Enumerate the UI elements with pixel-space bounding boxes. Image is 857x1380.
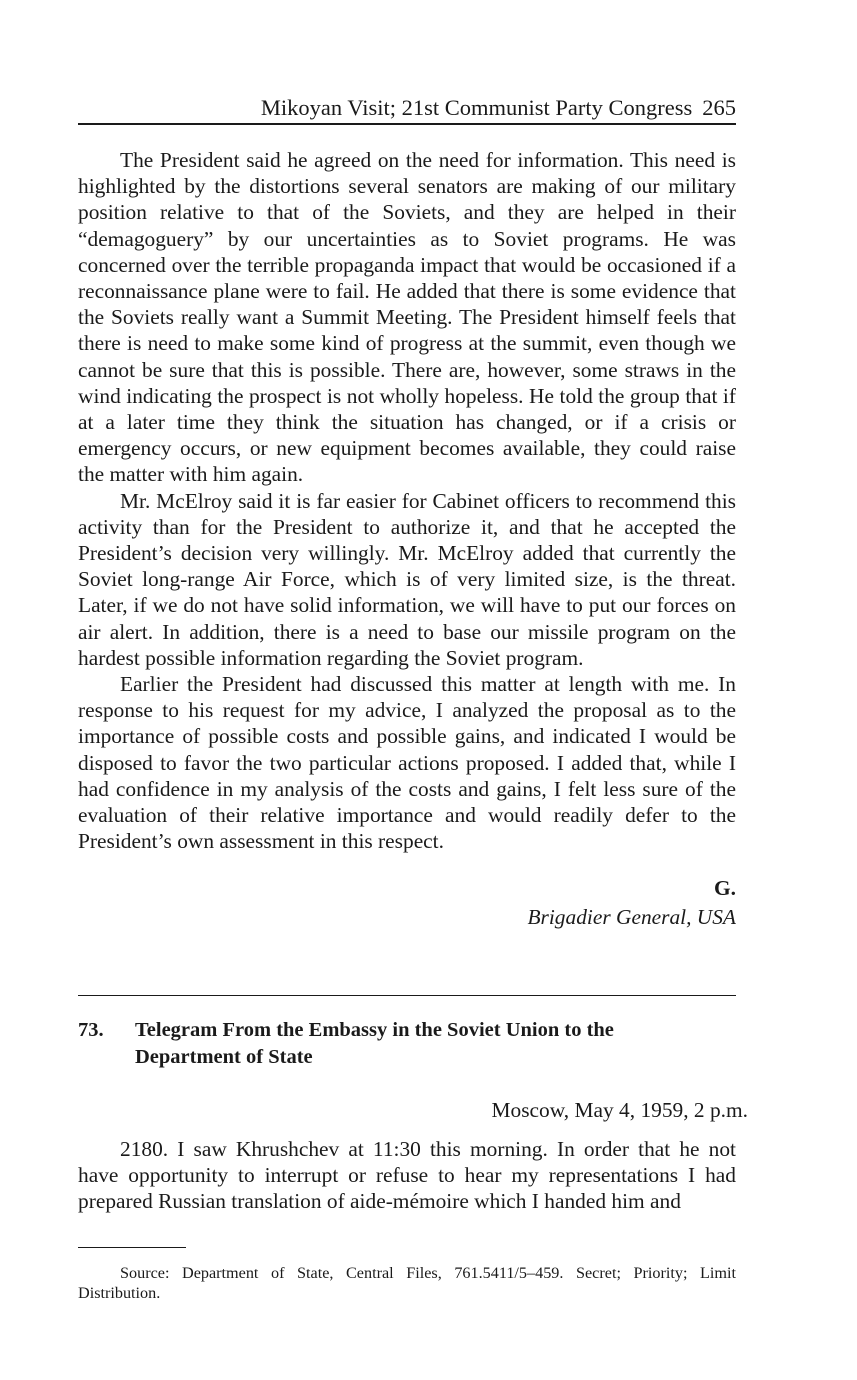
footnote-rule [78,1247,186,1248]
signature-block [78,874,736,932]
header-rule [78,123,736,125]
paragraph: 2180. I saw Khrushchev at 11:30 this morning. In order that he not have opportunity to interrupt or refuse to hear my representations I had prepared Russian translation of aide-mémoire which I handed him and [78,1137,736,1214]
running-head [78,93,736,123]
memo-body [78,147,736,854]
paragraph: Mr. McElroy said it is far easier for Cabinet officers to recommend this activity than for the President to authorize it, and that he accepted the President’s decision very willingly. Mr. McElroy added that currently the Soviet long-range Air Force, which is of very limited size, is the threat. Later, if we do not have solid information, we will have to put our forces on air alert. In addition, there is a need to base our missile program on the hardest possible information regarding the Soviet program. [78,488,736,670]
section-divider [78,995,736,996]
telegram-body [78,1136,736,1215]
document-number: 73. [78,1019,104,1041]
signature-title: Brigadier General, USA [527,905,736,929]
signature-initial: G. [714,876,736,900]
running-head-title: Mikoyan Visit; 21st Communist Party Congress [260,95,693,120]
source-footnote: Source: Department of State, Central Files, 761.5411/5–459. Secret; Priority; Limit Distribution. [78,1264,736,1302]
paragraph: Earlier the President had discussed this matter at length with me. In response to his request for my advice, I analyzed the proposal as to the importance of possible costs and possible gains, and indicated I would be disposed to favor the two particular actions proposed. I added that, while I had confidence in my analysis of the costs and gains, I felt less sure of the evaluation of their relative importance and would readily defer to the President’s own assessment in this respect. [78,672,736,854]
paragraph: The President said he agreed on the need for information. This need is highlighted by the distortions several senators are making of our military position relative to that of the Soviets, and they are helped in their “demagoguery” by our uncertainties as to Soviet programs. He was concerned over the terrible propaganda impact that would be occasioned if a reconnaissance plane were to fail. He added that there is some evidence that the Soviets really want a Summit Meeting. The President himself feels that there is need to make some kind of progress at the summit, even though we cannot be sure that this is possible. There are, however, some straws in the wind indicating the prospect is not wholly hopeless. He told the group that if at a later time they think the situation has changed, or if a crisis or emergency occurs, or new equipment becomes available, they could raise the matter with him again. [78,148,736,487]
document-heading [78,1017,736,1071]
dateline: Moscow, May 4, 1959, 2 p.m. [491,1098,748,1122]
document-title: Telegram From the Embassy in the Soviet Union to the Department of State [135,1019,614,1068]
page-number: 265 [702,95,736,120]
